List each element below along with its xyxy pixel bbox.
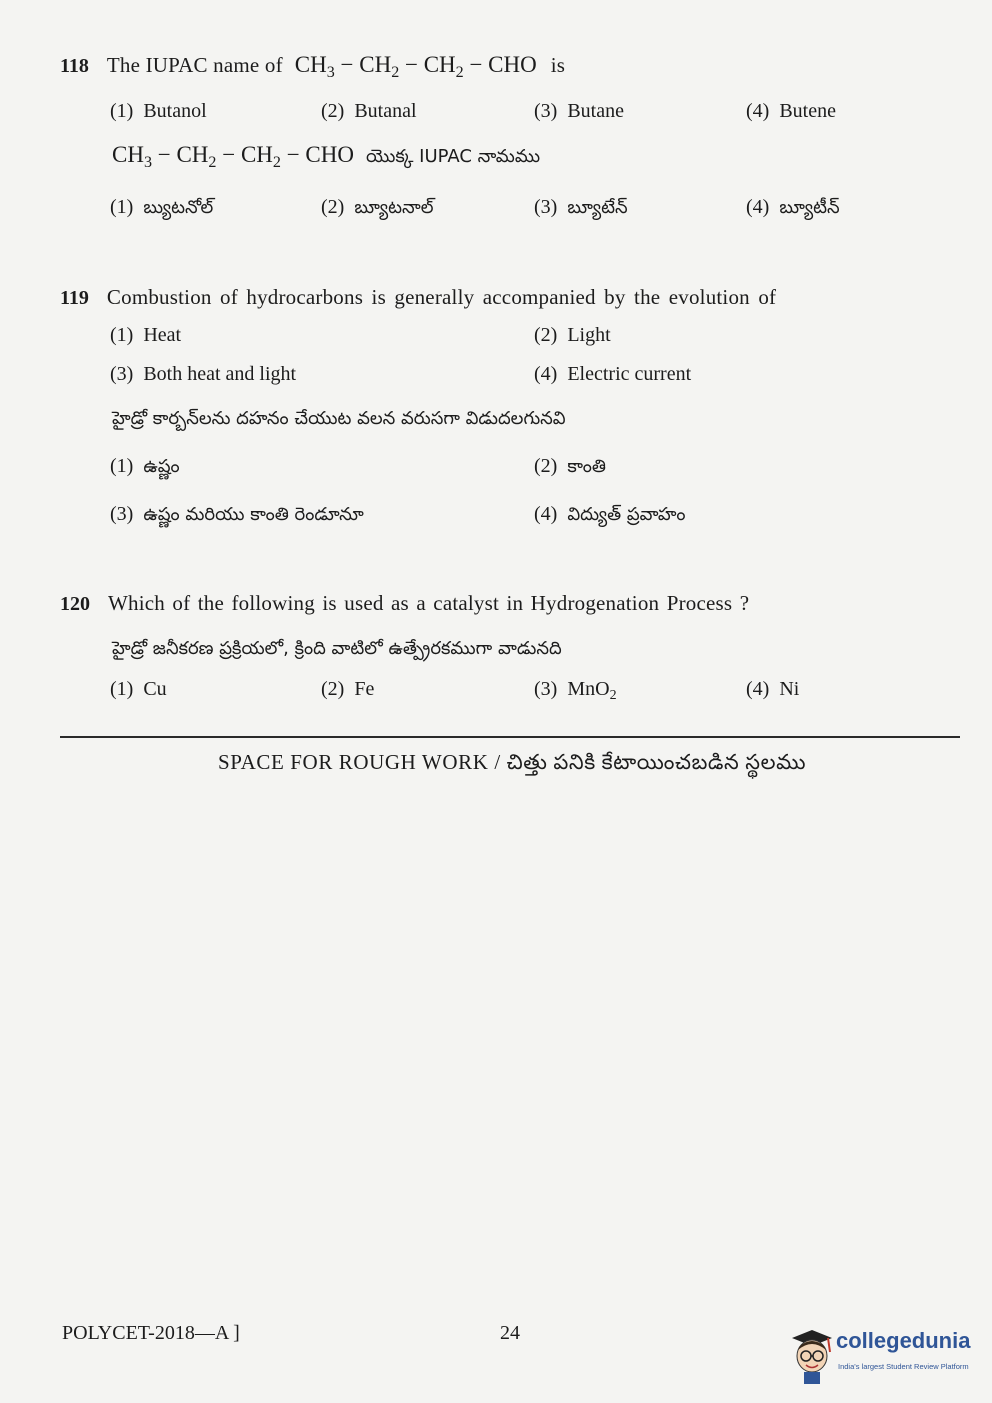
question-119-te: హైడ్రో కార్బన్‌లను దహనం చేయుట వలన వరుసగా విడుదలగునవి	[112, 408, 566, 429]
question-120-te: హైడ్రో జనీకరణ ప్రక్రియలో, క్రింది వాటిలో ఉత్ప్రేరకముగా వాడునది	[112, 638, 562, 659]
option-118-te-2: (2) బ్యూటనాల్	[321, 196, 434, 218]
chemical-formula: $CH_3 - CH_2 - CH_2$ − CHO	[294, 52, 537, 81]
question-number: 119	[60, 287, 89, 309]
exam-code: POLYCET-2018—A ]	[62, 1322, 240, 1344]
option-120-1: (1) Cu	[110, 678, 167, 700]
chemical-formula-te: $CH_3 - CH_2 - CH_2$ − CHO	[112, 142, 354, 171]
option-119-en-1: (1) Heat	[110, 324, 182, 346]
question-119	[60, 285, 776, 310]
divider-line	[60, 736, 960, 738]
question-text: The IUPAC name of	[106, 53, 283, 77]
question-text-suffix: is	[550, 53, 566, 77]
question-120	[60, 591, 749, 616]
option-119-te-3: (3) ఉష్ణం మరియు కాంతి రెండూనూ	[110, 503, 364, 525]
option-119-en-2: (2) Light	[534, 324, 611, 346]
option-118-en-3: (3) Butane	[534, 100, 624, 122]
option-118-te-4: (4) బ్యూటీన్	[746, 196, 840, 218]
page-number: 24	[500, 1322, 520, 1344]
logo-tagline: India's largest Student Review Platform	[838, 1362, 969, 1371]
rough-work-label: SPACE FOR ROUGH WORK / చిత్తు పనికి కేటాయించబడిన స్థలము	[218, 750, 807, 774]
question-number: 118	[60, 55, 89, 77]
option-119-en-4: (4) Electric current	[534, 363, 692, 385]
option-118-en-4: (4) Butene	[746, 100, 836, 122]
question-118-te: $CH_3 - CH_2 - CH_2$ − CHO యొక్క IUPAC నామము	[112, 142, 541, 171]
option-119-en-3: (3) Both heat and light	[110, 363, 297, 385]
mascot-icon	[788, 1326, 834, 1386]
option-118-te-3: (3) బ్యూటేన్	[534, 196, 628, 218]
option-118-te-1: (1) బ్యుటనోల్	[110, 196, 214, 218]
option-119-te-2: (2) కాంతి	[534, 455, 606, 477]
collegedunia-logo	[788, 1326, 984, 1388]
question-text: Which of the following is used as a catalyst in Hydrogenation Process ?	[108, 591, 750, 615]
option-118-en-1: (1) Butanol	[110, 100, 207, 122]
question-text: Combustion of hydrocarbons is generally accompanied by the evolution of	[106, 285, 777, 309]
option-120-3: (3) MnO$_2$	[534, 678, 617, 704]
question-118	[60, 52, 566, 81]
question-number: 120	[60, 593, 90, 615]
option-119-te-4: (4) విద్యుత్ ప్రవాహం	[534, 503, 686, 525]
option-119-te-1: (1) ఉష్ణం	[110, 455, 180, 477]
option-118-en-2: (2) Butanal	[321, 100, 417, 122]
option-120-4: (4) Ni	[746, 678, 800, 700]
logo-name: collegedunia	[836, 1328, 971, 1353]
option-120-2: (2) Fe	[321, 678, 375, 700]
